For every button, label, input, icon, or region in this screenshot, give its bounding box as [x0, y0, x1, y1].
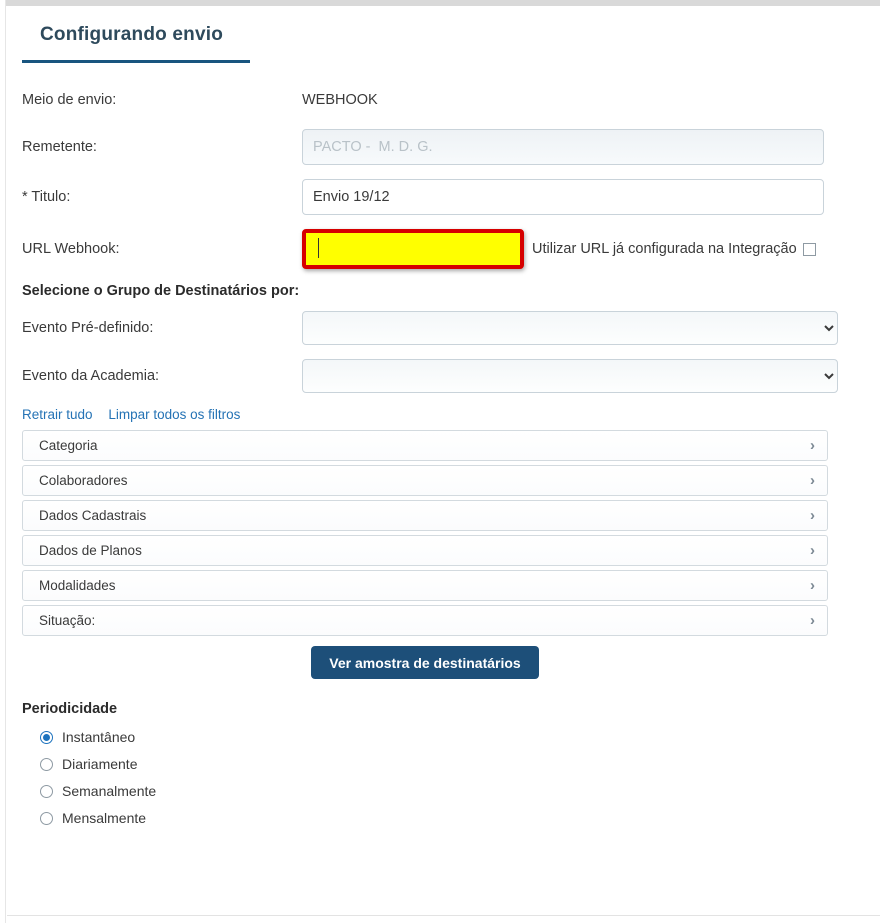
medium-label: Meio de envio:: [22, 92, 117, 108]
clear-all-filters-link[interactable]: Limpar todos os filtros: [108, 407, 241, 422]
predefined-event-select[interactable]: [302, 311, 838, 345]
radio-icon[interactable]: [40, 758, 53, 771]
accordion-label: Dados Cadastrais: [39, 508, 147, 523]
filter-links: [22, 407, 880, 422]
webhook-input-highlight: [302, 229, 524, 269]
accordion-dados-de-planos[interactable]: [22, 535, 828, 566]
group-section-heading: Selecione o Grupo de Destinatários por:: [22, 283, 300, 299]
send-configuration-form: [7, 85, 880, 826]
webhook-label: URL Webhook:: [22, 241, 120, 257]
page-title: Configurando envio: [40, 24, 224, 45]
predefined-event-label: Evento Pré-definido:: [22, 320, 154, 336]
webhook-input[interactable]: [302, 229, 524, 269]
accordion-label: Dados de Planos: [39, 543, 142, 558]
row-medium: [22, 85, 880, 115]
periodicity-option-instantaneo[interactable]: [22, 729, 880, 745]
title-label: * Titulo:: [22, 189, 71, 205]
chevron-right-icon: ›: [810, 542, 815, 559]
periodicity-heading: Periodicidade: [22, 701, 118, 717]
accordion-colaboradores[interactable]: [22, 465, 828, 496]
page-title-underline: [22, 20, 250, 63]
text-cursor: [318, 238, 319, 258]
webhook-checkbox-label: Utilizar URL já configurada na Integração: [532, 241, 797, 257]
accordion-situacao[interactable]: [22, 605, 828, 636]
academy-event-label: Evento da Academia:: [22, 368, 160, 384]
accordion-label: Situação:: [39, 613, 96, 628]
row-webhook: [22, 229, 880, 269]
accordion-modalidades[interactable]: [22, 570, 828, 601]
periodicity-option-diariamente[interactable]: [22, 756, 880, 772]
window-bottom-edge: [7, 915, 880, 923]
accordion-label: Categoria: [39, 438, 98, 453]
sample-button-row: [22, 646, 828, 679]
radio-icon[interactable]: [40, 731, 53, 744]
accordion-dados-cadastrais[interactable]: [22, 500, 828, 531]
chevron-right-icon: ›: [810, 577, 815, 594]
periodicity-option-semanalmente[interactable]: [22, 783, 880, 799]
chevron-right-icon: ›: [810, 437, 815, 454]
collapse-all-link[interactable]: Retrair tudo: [22, 407, 93, 422]
accordion-categoria[interactable]: [22, 430, 828, 461]
sender-label: Remetente:: [22, 139, 97, 155]
title-input[interactable]: [302, 179, 824, 215]
filter-accordion-list: [22, 430, 828, 636]
row-academy-event: [22, 359, 880, 393]
academy-event-select[interactable]: [302, 359, 838, 393]
sender-input[interactable]: [302, 129, 824, 165]
chevron-right-icon: ›: [810, 507, 815, 524]
configure-send-panel: [7, 6, 880, 923]
accordion-label: Modalidades: [39, 578, 116, 593]
window-left-edge: [0, 0, 6, 923]
chevron-right-icon: ›: [810, 472, 815, 489]
periodicity-option-mensalmente[interactable]: [22, 810, 880, 826]
periodicity-option-label: Diariamente: [62, 756, 138, 772]
chevron-right-icon: ›: [810, 612, 815, 629]
accordion-label: Colaboradores: [39, 473, 128, 488]
periodicity-option-label: Semanalmente: [62, 783, 157, 799]
radio-icon[interactable]: [40, 812, 53, 825]
row-title: [22, 179, 880, 215]
periodicity-option-label: Instantâneo: [62, 729, 136, 745]
radio-icon[interactable]: [40, 785, 53, 798]
medium-value: WEBHOOK: [302, 92, 378, 108]
row-sender: [22, 129, 880, 165]
webhook-use-integration-checkbox[interactable]: [803, 243, 816, 256]
row-predefined-event: [22, 311, 880, 345]
periodicity-option-label: Mensalmente: [62, 810, 147, 826]
view-recipients-sample-button[interactable]: Ver amostra de destinatários: [311, 646, 538, 679]
